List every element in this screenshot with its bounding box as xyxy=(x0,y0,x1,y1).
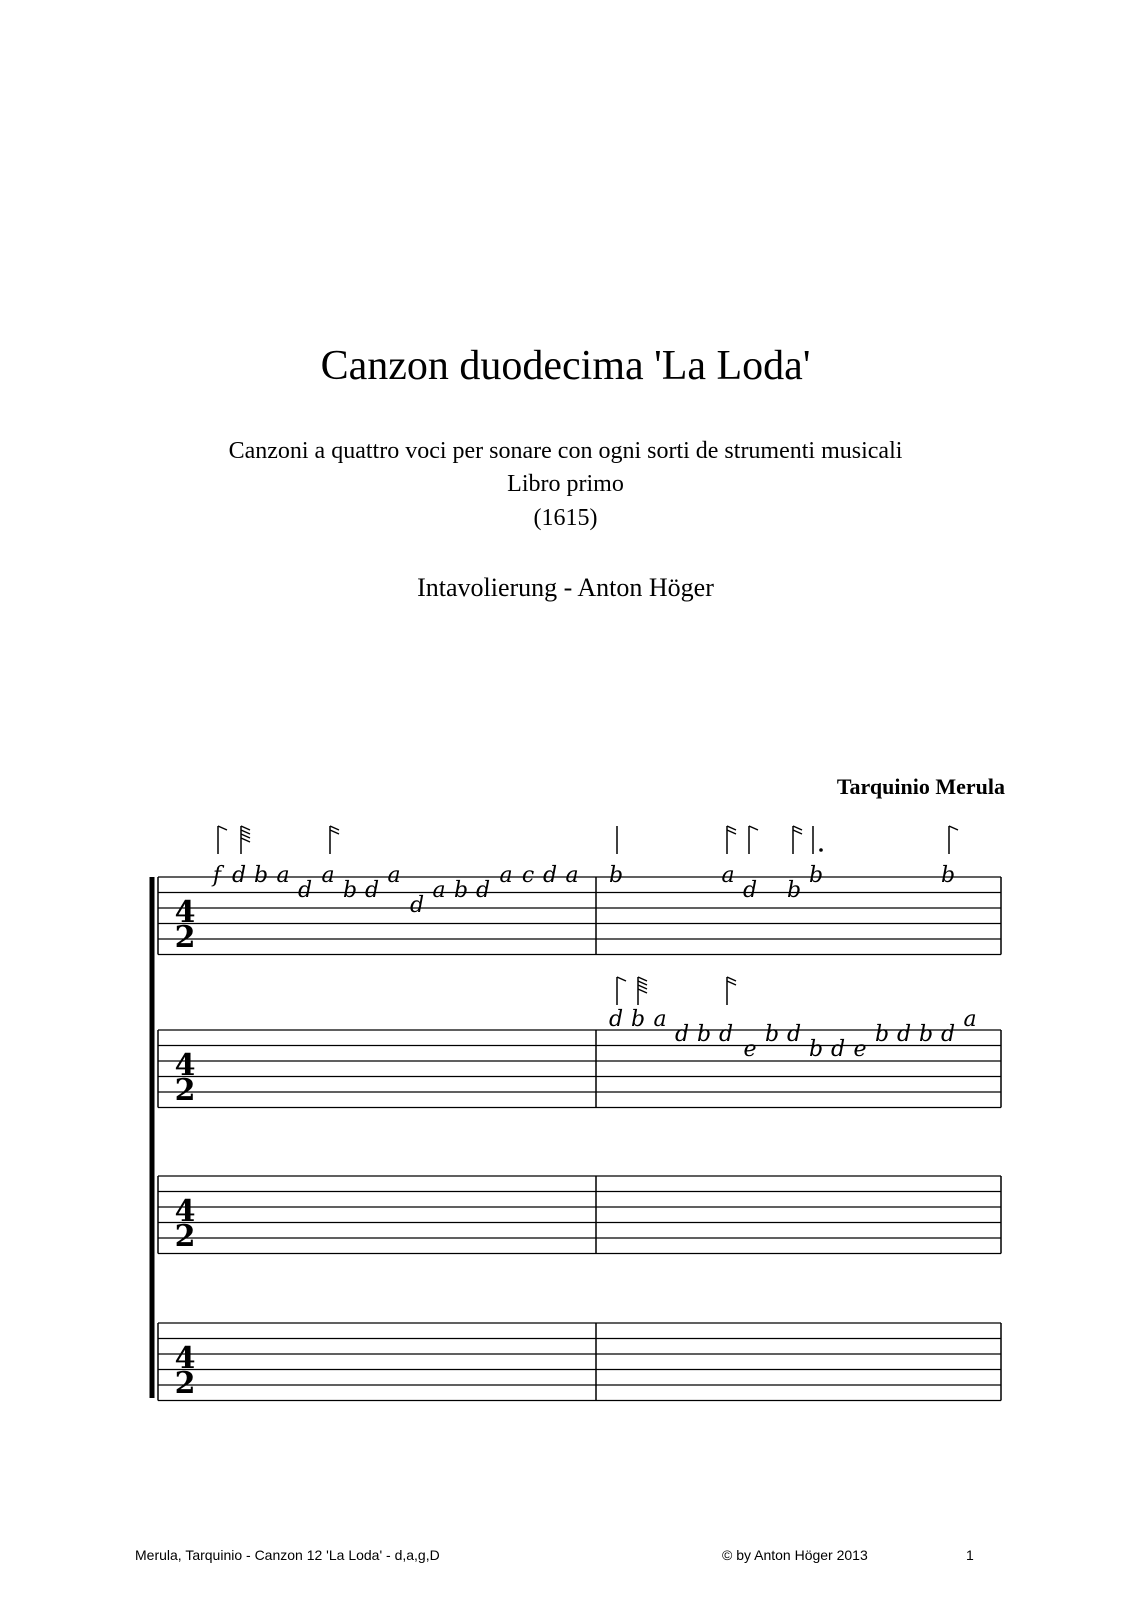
tab-letter: d xyxy=(231,863,247,888)
rhythm-flag-stroke xyxy=(241,826,250,830)
tab-letter: d xyxy=(674,1022,690,1047)
tab-letter: b xyxy=(940,863,956,888)
time-signature-denominator: 2 xyxy=(174,1073,196,1108)
tab-letter: a xyxy=(321,863,335,888)
tab-letter: a xyxy=(499,863,513,888)
tab-letter: e xyxy=(743,1037,757,1062)
tab-letter: b xyxy=(342,878,358,903)
tab-letter: b xyxy=(764,1022,780,1047)
rhythm-flag-dot xyxy=(819,848,823,852)
tab-letter: d xyxy=(542,863,558,888)
time-signature-numerator: 4 xyxy=(174,895,196,930)
tab-letter: f xyxy=(212,863,222,888)
time-signature-numerator: 4 xyxy=(174,1341,196,1376)
tab-letter: a xyxy=(432,878,446,903)
rhythm-flag-stroke xyxy=(949,826,958,830)
page-number: 1 xyxy=(966,1547,974,1563)
tab-letter: b xyxy=(808,1037,824,1062)
rhythm-flag-stroke xyxy=(793,826,802,830)
publication-year: (1615) xyxy=(533,505,598,531)
rhythm-flag-stroke xyxy=(727,830,736,834)
rhythm-flag-stroke xyxy=(330,826,339,830)
tab-letter: b xyxy=(874,1022,890,1047)
tab-letter: b xyxy=(608,863,624,888)
tab-letter: d xyxy=(608,1007,624,1032)
tab-letter: a xyxy=(721,863,735,888)
tab-letter: b xyxy=(808,863,824,888)
tab-letter: e xyxy=(853,1037,867,1062)
tab-letter: d xyxy=(742,878,758,903)
tab-letter: b xyxy=(918,1022,934,1047)
tab-letter: d xyxy=(896,1022,912,1047)
tab-letter: b xyxy=(696,1022,712,1047)
time-signature-numerator: 4 xyxy=(174,1194,196,1229)
rhythm-flag-stroke xyxy=(241,838,250,842)
rhythm-flag-stroke xyxy=(330,830,339,834)
footer-piece-info: Merula, Tarquinio - Canzon 12 'La Loda' - d,a,g,D xyxy=(135,1547,440,1563)
tab-letter: b xyxy=(786,878,802,903)
tab-letter: d xyxy=(297,878,313,903)
tab-letter: a xyxy=(653,1007,667,1032)
rhythm-flag-stroke xyxy=(638,985,647,989)
arranger-credit: Intavolierung - Anton Höger xyxy=(417,573,714,602)
rhythm-flag-stroke xyxy=(638,977,647,981)
rhythm-flag-stroke xyxy=(241,830,250,834)
tab-letter: d xyxy=(364,878,380,903)
rhythm-flag-stroke xyxy=(727,981,736,985)
footer-copyright: © by Anton Höger 2013 xyxy=(722,1547,868,1563)
tab-letter: b xyxy=(253,863,269,888)
tab-letter: c xyxy=(521,863,535,888)
book-number: Libro primo xyxy=(507,471,624,497)
piece-title: Canzon duodecima 'La Loda' xyxy=(320,343,811,389)
rhythm-flag-stroke xyxy=(727,826,736,830)
rhythm-flag-stroke xyxy=(793,830,802,834)
rhythm-flag-stroke xyxy=(727,977,736,981)
tab-letter: a xyxy=(565,863,579,888)
tab-letter: d xyxy=(786,1022,802,1047)
tab-letter: d xyxy=(718,1022,734,1047)
tab-letter: a xyxy=(276,863,290,888)
time-signature-denominator: 2 xyxy=(174,1219,196,1254)
tab-letter: d xyxy=(940,1022,956,1047)
rhythm-flag-stroke xyxy=(638,989,647,993)
time-signature-denominator: 2 xyxy=(174,1366,196,1401)
collection-title: Canzoni a quattro voci per sonare con ogni sorti de strumenti musicali xyxy=(228,438,903,464)
rhythm-flag-stroke xyxy=(749,826,758,830)
composer-name: Tarquinio Merula xyxy=(836,774,1005,799)
time-signature-numerator: 4 xyxy=(174,1048,196,1083)
tab-letter: a xyxy=(963,1007,977,1032)
tab-letter: b xyxy=(453,878,469,903)
rhythm-flag-stroke xyxy=(617,977,626,981)
rhythm-flag-stroke xyxy=(241,834,250,838)
tab-letter: d xyxy=(830,1037,846,1062)
tab-letter: b xyxy=(630,1007,646,1032)
tab-letter: d xyxy=(409,893,425,918)
tab-letter: a xyxy=(387,863,401,888)
tab-letter: d xyxy=(475,878,491,903)
time-signature-denominator: 2 xyxy=(174,920,196,955)
rhythm-flag-stroke xyxy=(638,981,647,985)
rhythm-flag-stroke xyxy=(218,826,227,830)
